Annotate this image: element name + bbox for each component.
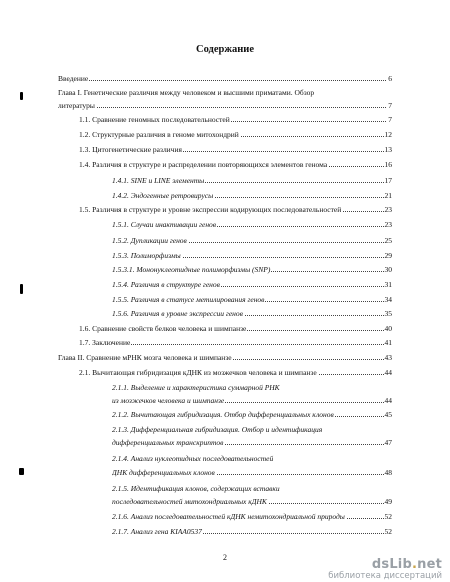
toc-entry — [112, 251, 392, 260]
toc-entry — [58, 353, 392, 362]
toc-entry-page: 49 — [384, 497, 392, 506]
watermark — [328, 558, 442, 581]
scan-mark — [20, 92, 23, 100]
toc-entry-title: 2.1.4. Анализ нуклеотидных последовательностей — [112, 454, 274, 463]
toc-entry-title: 2.1.1. Выделение и характеристика суммарной РНК — [112, 383, 280, 392]
toc-entry-title: литературы — [58, 101, 95, 110]
toc-entry-title: 1.2. Структурные различия в геноме митохондрий — [79, 130, 239, 139]
toc-entry — [58, 74, 392, 83]
toc-entry — [112, 425, 392, 434]
toc-entry-page: 12 — [384, 130, 392, 139]
toc-entry-page: 41 — [384, 338, 392, 347]
toc-entry-title: 1.7. Заключение — [79, 338, 131, 347]
toc-entry-title: Глава I. Генетические различия между человеком и высшими приматами. Обзор — [58, 88, 315, 97]
toc-entry — [112, 280, 392, 289]
toc-entry-title: 1.5.4. Различия в структуре генов — [112, 280, 220, 289]
toc-entry-title: 2.1.5. Идентификация клонов, содержащих вставки — [112, 484, 280, 493]
toc-entry — [79, 130, 392, 139]
watermark-subtitle: библиотека диссертаций — [328, 571, 442, 581]
toc-entry-page: 30 — [384, 265, 392, 274]
page-number: 2 — [223, 553, 227, 562]
scan-mark — [20, 284, 23, 294]
toc-entry-title: 1.5.5. Различия в статусе метилирования генов — [112, 295, 265, 304]
toc-entry-page: 40 — [384, 324, 392, 333]
toc-entry-page: 25 — [384, 236, 392, 245]
toc-entry-page: 29 — [384, 251, 392, 260]
toc-entry-page: 7 — [388, 101, 392, 110]
toc-entry-title: Глава II. Сравнение мРНК мозга человека и шимпанзе — [58, 353, 232, 362]
toc-entry-page: 23 — [384, 205, 392, 214]
toc-entry-title: 1.5.1. Случаи инактивации генов — [112, 220, 217, 229]
toc-entry-page: 44 — [384, 396, 392, 405]
toc-entry — [112, 497, 392, 506]
toc-entry — [79, 324, 392, 333]
toc-entry-title: 2.1.3. Дифференциальная гибридизация. Отбор и идентификация — [112, 425, 323, 434]
toc-entry — [112, 484, 392, 493]
toc-entry-title: ДНК дифференциальных клонов — [112, 468, 215, 477]
toc-entry-title: 1.4.1. SINE и LINE элементы — [112, 176, 205, 185]
watermark-logo: dsLib.net — [371, 557, 442, 572]
toc-entry — [112, 383, 392, 392]
toc-entry-title: 2.1.2. Вычитающая гибридизация. Отбор дифференциальных клонов — [112, 410, 334, 419]
toc-entry — [79, 205, 392, 214]
toc-entry-page: 52 — [384, 527, 392, 536]
toc-entry — [112, 454, 392, 463]
toc-entry-title: из мозжечков человека и шимпанзе — [112, 396, 225, 405]
toc-entry-title: 2.1.7. Анализ гена KIAA0537 — [112, 527, 202, 536]
toc-entry — [112, 438, 392, 447]
toc-entry-page: 48 — [384, 468, 392, 477]
page-title: Содержание — [196, 44, 254, 55]
toc-entry — [112, 191, 392, 200]
toc-entry-title: 1.5.3.1. Мононуклеотидные полиморфизмы (SNP) — [112, 265, 271, 274]
toc-entry-title: 1.4. Различия в структуре и распределении повторяющихся элементов генома — [79, 160, 328, 169]
toc-entry — [79, 368, 392, 377]
toc-entry — [112, 236, 392, 245]
toc-entry-page: 52 — [384, 512, 392, 521]
toc-entry — [58, 101, 392, 110]
toc-entry — [79, 145, 392, 154]
toc-entry-title: Введение — [58, 74, 89, 83]
toc-entry-title: последовательностей митохондриальных кДНК — [112, 497, 267, 506]
toc-entry-page: 13 — [384, 145, 392, 154]
toc-entry-page: 17 — [384, 176, 392, 185]
toc-entry — [112, 176, 392, 185]
toc-dot-leader — [58, 107, 392, 108]
toc-entry-page: 6 — [388, 74, 392, 83]
toc-entry-page: 43 — [384, 353, 392, 362]
toc-entry-title: 1.6. Сравнение свойств белков человека и шимпанзе — [79, 324, 247, 333]
toc-entry-title: 1.5.3. Полиморфизмы — [112, 251, 181, 260]
toc-entry — [112, 468, 392, 477]
toc-entry — [58, 88, 392, 97]
toc-entry-title: 2.1.6. Анализ последовательностей кДНК немитохондриальной природы — [112, 512, 345, 521]
toc-entry — [112, 410, 392, 419]
toc-entry-title: 1.5.6. Различия в уровне экспрессии генов — [112, 309, 243, 318]
toc-entry — [79, 160, 392, 169]
toc-entry-title: 1.1. Сравнение геномных последовательностей — [79, 115, 230, 124]
toc-entry-page: 47 — [384, 438, 392, 447]
toc-entry-page: 45 — [384, 410, 392, 419]
toc-entry-page: 44 — [384, 368, 392, 377]
toc-entry-page: 34 — [384, 295, 392, 304]
toc-entry — [112, 309, 392, 318]
toc-entry-page: 23 — [384, 220, 392, 229]
toc-entry-title: 2.1. Вычитающая гибридизация кДНК из мозжечков человека и шимпанзе — [79, 368, 317, 377]
toc-entry-page: 16 — [384, 160, 392, 169]
toc-entry-title: 1.4.2. Эндогенные ретровирусы — [112, 191, 214, 200]
toc-entry-title: дифференциальных транскриптов — [112, 438, 224, 447]
toc-entry — [79, 338, 392, 347]
toc-entry — [112, 220, 392, 229]
toc-entry-title: 1.3. Цитогенетические различия — [79, 145, 182, 154]
toc-entry-page: 31 — [384, 280, 392, 289]
toc-entry — [79, 115, 392, 124]
toc-entry-page: 7 — [388, 115, 392, 124]
toc-entry — [112, 265, 392, 274]
toc-dot-leader — [58, 80, 392, 81]
toc-entry-page: 35 — [384, 309, 392, 318]
toc-entry — [112, 527, 392, 536]
toc-entry-page: 21 — [384, 191, 392, 200]
toc-entry-title: 1.5. Различия в структуре и уровне экспрессии кодирующих последовательностей — [79, 205, 342, 214]
scan-mark — [19, 468, 24, 475]
toc-entry — [112, 512, 392, 521]
toc-entry-title: 1.5.2. Дупликации генов — [112, 236, 187, 245]
toc-entry — [112, 295, 392, 304]
toc-entry — [112, 396, 392, 405]
